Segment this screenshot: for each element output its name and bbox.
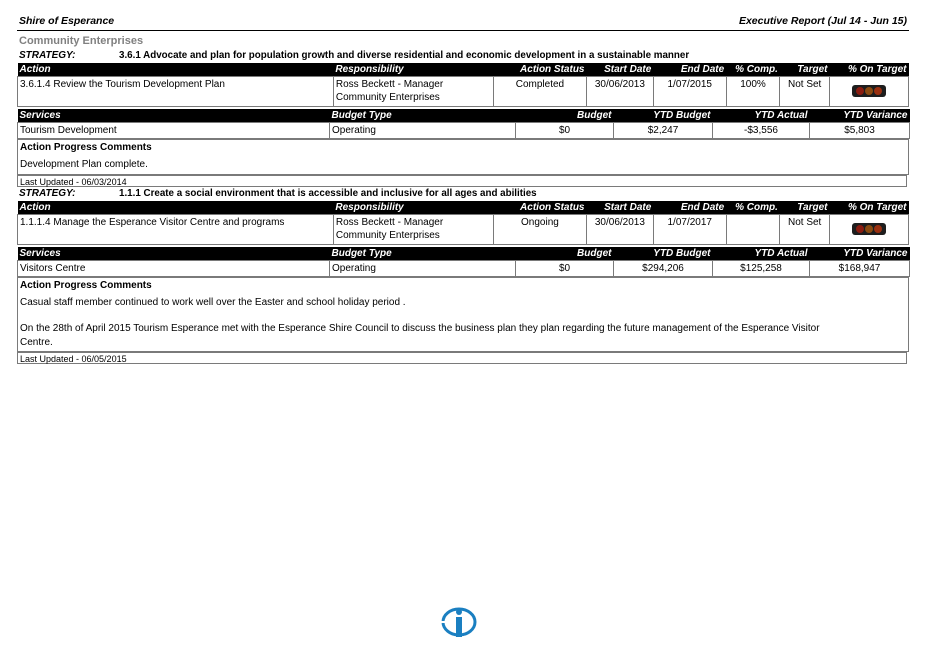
col-target: Target	[780, 63, 830, 77]
service-row	[18, 123, 910, 139]
col-services: Services	[18, 109, 330, 123]
col-start-date: Start Date	[587, 201, 654, 215]
action-target: Not Set	[780, 77, 830, 107]
responsibility-line1: Ross Beckett - Manager	[335, 79, 444, 90]
action-comp	[726, 214, 780, 244]
action-responsibility	[333, 77, 493, 107]
report-title: Executive Report (Jul 14 - Jun 15)	[738, 15, 907, 27]
col-budget: Budget	[516, 109, 614, 123]
services-table	[17, 247, 910, 277]
organisation-name: Shire of Esperance	[19, 15, 115, 27]
col-responsibility: Responsibility	[333, 63, 493, 77]
action-row	[18, 77, 909, 107]
service-name: Visitors Centre	[18, 260, 330, 276]
progress-comments	[17, 277, 909, 353]
col-end-date: End Date	[653, 201, 726, 215]
action-on-target	[829, 77, 908, 107]
col-comp: % Comp.	[726, 201, 780, 215]
action-name: 1.1.1.4 Manage the Esperance Visitor Centre and programs	[18, 214, 334, 244]
action-end-date: 1/07/2017	[653, 214, 726, 244]
last-updated: Last Updated - 06/03/2014	[17, 175, 907, 187]
service-budget: $0	[516, 260, 614, 276]
col-ytd-actual: YTD Actual	[713, 247, 810, 261]
col-action-status: Action Status	[493, 201, 586, 215]
action-start-date: 30/06/2013	[587, 214, 654, 244]
strategy-label: STRATEGY:	[19, 187, 76, 199]
services-header-row	[18, 109, 910, 123]
col-services: Services	[18, 247, 330, 261]
col-ytd-budget: YTD Budget	[614, 109, 713, 123]
action-name: 3.6.1.4 Review the Tourism Development Plan	[18, 77, 334, 107]
comment-text: Casual staff member continued to work well over the Easter and school holiday period .	[20, 296, 406, 308]
comments-heading: Action Progress Comments	[20, 279, 152, 291]
col-ytd-budget: YTD Budget	[614, 247, 713, 261]
col-action-status: Action Status	[493, 63, 586, 77]
strategy-section	[17, 49, 909, 187]
col-ytd-actual: YTD Actual	[713, 109, 810, 123]
service-budget-type: Operating	[330, 123, 516, 139]
col-on-target: % On Target	[829, 63, 908, 77]
service-ytd-budget: $294,206	[614, 260, 713, 276]
col-comp: % Comp.	[726, 63, 780, 77]
report-header	[17, 10, 909, 31]
comments-heading: Action Progress Comments	[20, 142, 152, 153]
action-status: Completed	[493, 77, 586, 107]
action-comp: 100%	[726, 77, 780, 107]
last-updated: Last Updated - 06/05/2015	[17, 352, 907, 364]
service-name: Tourism Development	[18, 123, 330, 139]
action-header-row	[18, 201, 909, 215]
traffic-light-icon	[852, 85, 886, 97]
col-on-target: % On Target	[829, 201, 908, 215]
service-ytd-variance: $5,803	[810, 123, 910, 139]
action-header-row	[18, 63, 909, 77]
service-row	[18, 260, 910, 276]
col-target: Target	[780, 201, 830, 215]
col-ytd-variance: YTD Variance	[810, 109, 910, 123]
action-on-target	[829, 214, 908, 244]
comments-body	[18, 294, 908, 352]
comment-text: On the 28th of April 2015 Tourism Esperance met with the Esperance Shire Council to discuss the business plan they plan regarding the future management of the Esperance Visitor Centre.	[20, 323, 820, 348]
col-budget: Budget	[516, 247, 614, 261]
action-end-date: 1/07/2015	[653, 77, 726, 107]
action-responsibility	[333, 214, 493, 244]
progress-comments	[17, 139, 909, 175]
comments-body	[18, 156, 908, 174]
strategy-text: 1.1.1 Create a social environment that is accessible and inclusive for all ages and abilities	[119, 187, 537, 199]
services-table	[17, 109, 910, 139]
col-responsibility: Responsibility	[333, 201, 493, 215]
responsibility-line2: Community Enterprises	[335, 229, 440, 241]
service-ytd-actual: $125,258	[713, 260, 810, 276]
col-action: Action	[18, 201, 334, 215]
strategy-text: 3.6.1 Advocate and plan for population growth and diverse residential and economic development in a sustainable manner	[119, 50, 690, 61]
strategy-row	[17, 49, 909, 63]
responsibility-line1: Ross Beckett - Manager	[335, 216, 444, 228]
col-action: Action	[18, 63, 334, 77]
col-start-date: Start Date	[587, 63, 654, 77]
action-row	[18, 214, 909, 244]
responsibility-line2: Community Enterprises	[335, 92, 440, 103]
service-budget: $0	[516, 123, 614, 139]
service-budget-type: Operating	[330, 260, 516, 276]
department-title: Community Enterprises	[19, 35, 144, 47]
col-ytd-variance: YTD Variance	[810, 247, 910, 261]
action-table	[17, 63, 909, 107]
col-end-date: End Date	[653, 63, 726, 77]
action-target: Not Set	[780, 214, 830, 244]
report-page	[17, 10, 909, 364]
action-status: Ongoing	[493, 214, 586, 244]
action-table	[17, 201, 909, 245]
service-ytd-actual: -$3,556	[713, 123, 810, 139]
traffic-light-icon	[852, 223, 886, 235]
interplan-logo-icon	[440, 606, 478, 638]
strategy-row	[17, 187, 909, 201]
col-budget-type: Budget Type	[330, 247, 516, 261]
comment-text: Development Plan complete.	[20, 159, 148, 170]
action-start-date: 30/06/2013	[587, 77, 654, 107]
service-ytd-variance: $168,947	[810, 260, 910, 276]
services-header-row	[18, 247, 910, 261]
strategy-label: STRATEGY:	[19, 50, 76, 61]
strategy-section	[17, 187, 909, 365]
col-budget-type: Budget Type	[330, 109, 516, 123]
service-ytd-budget: $2,247	[614, 123, 713, 139]
